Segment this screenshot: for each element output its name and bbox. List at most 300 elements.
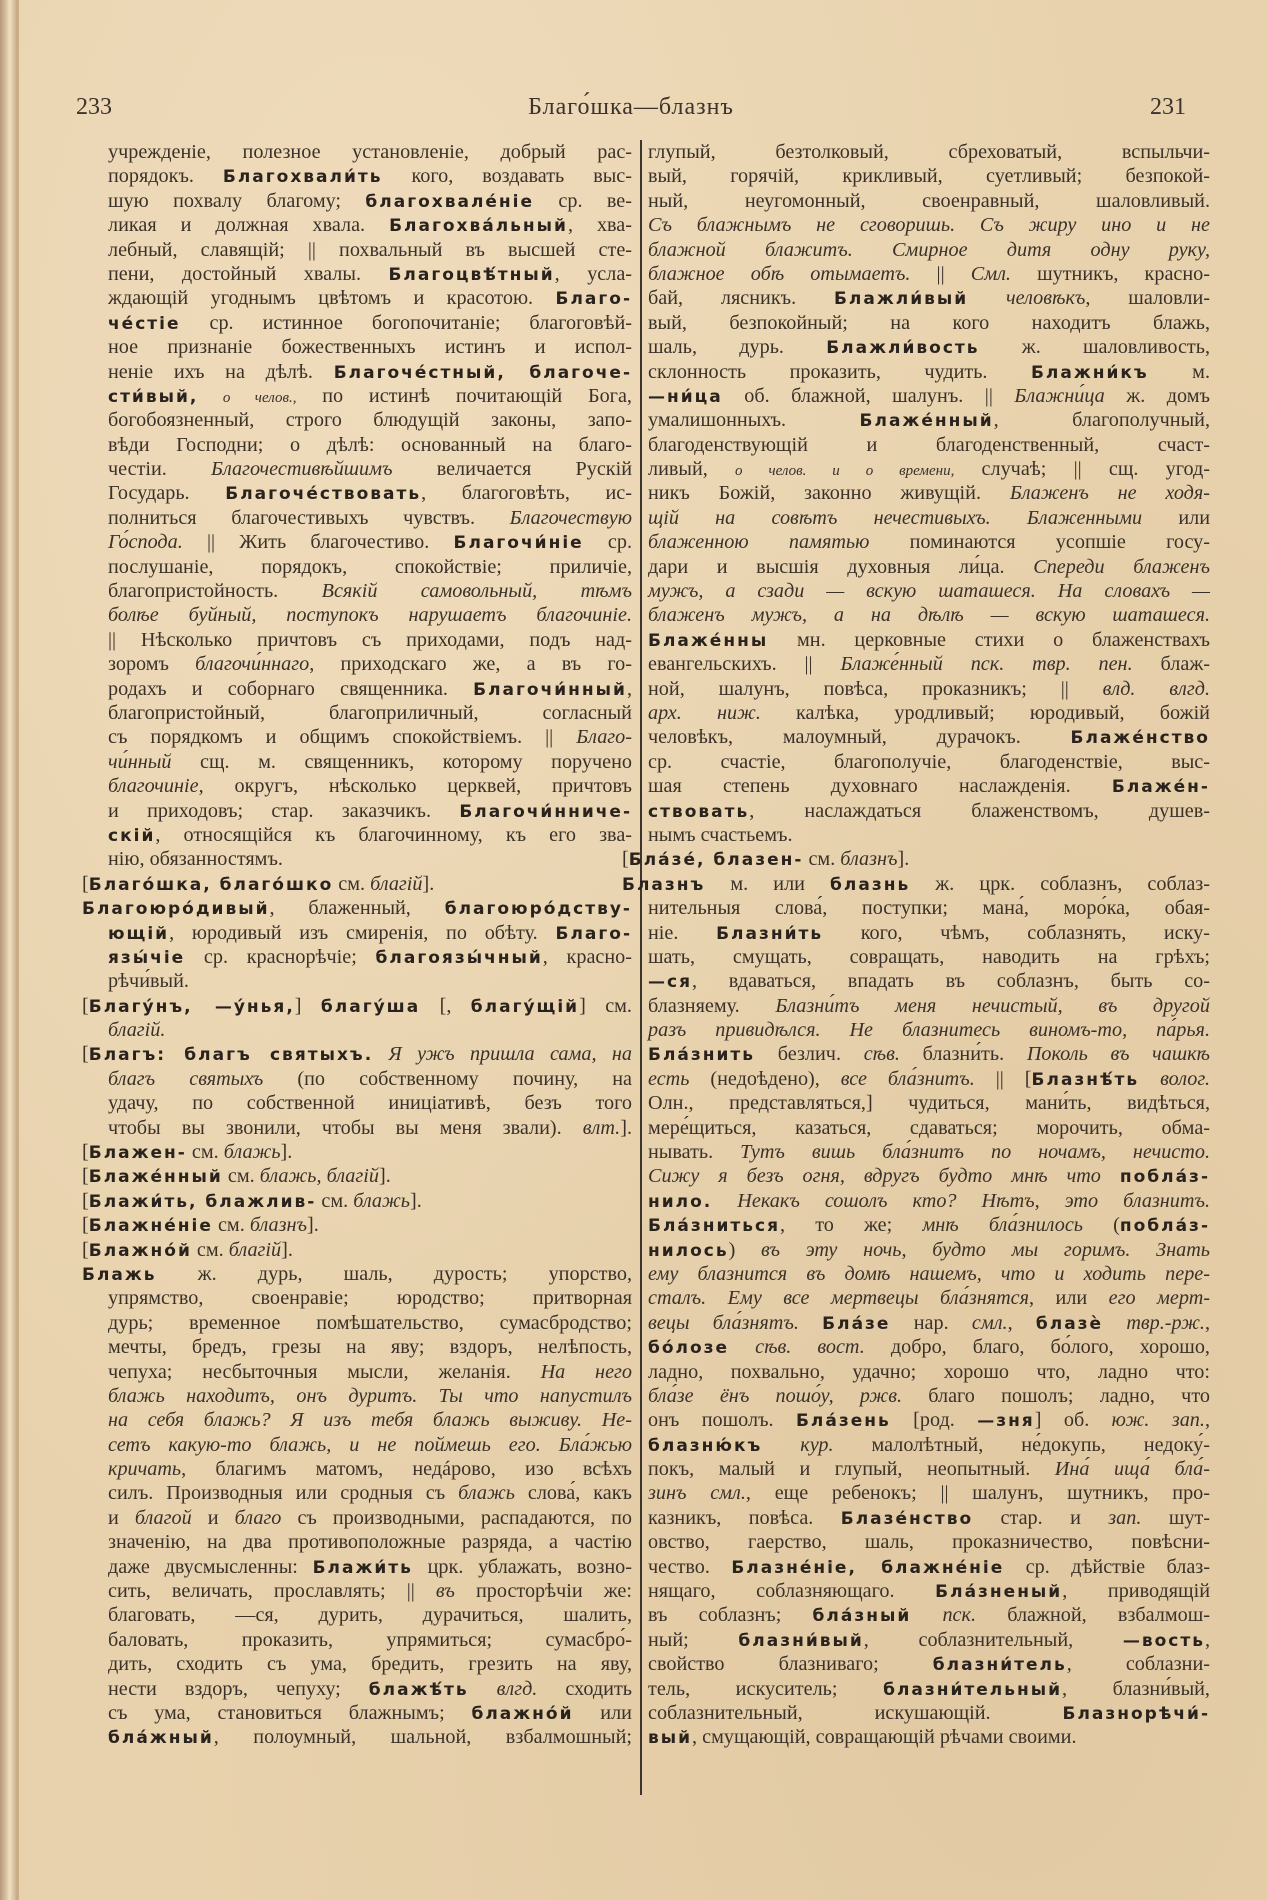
italic-example: благъ святыхъ xyxy=(108,1067,264,1090)
headword: Блазе́нство xyxy=(840,1508,974,1529)
headword: Благу́нъ, —у́нья, xyxy=(88,996,295,1017)
headword: блажѣ́ть xyxy=(368,1679,469,1700)
headword: блазни́тель xyxy=(932,1655,1067,1676)
text-line xyxy=(648,1603,1210,1627)
definition-text: шутникъ, красно- xyxy=(1010,262,1210,285)
headword: Благочи́ніе xyxy=(453,533,584,554)
italic-example: вецы бла́знятъ. xyxy=(648,1311,799,1334)
text-line xyxy=(108,530,632,554)
running-header xyxy=(76,94,1186,124)
italic-example: блажь xyxy=(458,1482,515,1505)
text-line xyxy=(648,750,1210,774)
text-line xyxy=(648,1408,1210,1432)
headword: —ни́ца xyxy=(648,386,723,407)
headword: —зня xyxy=(977,1411,1035,1432)
text-line xyxy=(648,335,1210,359)
definition-text: , красно- xyxy=(542,945,632,968)
definition-text: дари и высшія духовныя ли́ца. xyxy=(648,555,1034,578)
definition-text: ]. xyxy=(620,1116,632,1139)
definition-text: дурь; временное помѣшательство, сумасбродство; xyxy=(108,1311,632,1334)
headword: Блажен- xyxy=(88,1143,187,1164)
italic-example: мужъ, а сзади — вскую шаташеся. На словахъ — xyxy=(648,580,1210,603)
italic-example: ему блазнится въ домѣ нашемъ, что и ходить пере- xyxy=(648,1262,1210,1285)
definition-text: [род. xyxy=(890,1409,978,1432)
headword: бо́лозе xyxy=(648,1338,730,1359)
definition-text: чество. xyxy=(648,1555,732,1578)
italic-example: влгд. xyxy=(468,1677,538,1700)
text-line xyxy=(648,1652,1210,1676)
definition-text: добро, благо, бо́лого, хорошо, xyxy=(864,1336,1210,1359)
text-line xyxy=(108,652,632,676)
text-line xyxy=(648,1457,1210,1481)
definition-text: || [ xyxy=(974,1067,1032,1090)
text-line xyxy=(648,1067,1210,1091)
headword: —вость xyxy=(1122,1630,1205,1651)
definition-text: , хва- xyxy=(567,214,632,237)
text-line xyxy=(648,213,1210,237)
headword: че́стіе xyxy=(108,313,181,334)
headword: Бла́зень xyxy=(795,1411,891,1432)
text-line xyxy=(82,872,632,896)
headword: блазѐ xyxy=(1035,1313,1104,1334)
headword: Бла́зе xyxy=(822,1313,891,1334)
text-line xyxy=(648,1140,1210,1164)
definition-text: см. xyxy=(316,1189,354,1212)
text-line xyxy=(108,164,632,188)
text-line xyxy=(82,1213,632,1237)
italic-example: въ xyxy=(435,1580,455,1603)
running-title: Благо́шка—блазнъ xyxy=(528,94,734,120)
definition-text: нымъ счастьемъ. xyxy=(648,823,793,846)
headword: Блажни́къ xyxy=(1030,362,1149,383)
text-line xyxy=(108,1286,632,1310)
headword: Бла́зненый xyxy=(935,1582,1063,1603)
text-line xyxy=(108,921,632,945)
definition-text: силъ. Производныя или сродныя съ xyxy=(108,1482,459,1505)
definition-text: казникъ, повѣса. xyxy=(648,1506,841,1529)
text-line xyxy=(648,360,1210,384)
definition-text: мере́щиться, казаться, сдаваться; морочить, обма- xyxy=(648,1116,1210,1139)
text-line xyxy=(108,969,632,993)
text-line xyxy=(648,481,1210,505)
text-line xyxy=(648,725,1210,749)
definition-text: лебный, славящій; || похвальный въ высшей сте- xyxy=(108,238,632,261)
text-line xyxy=(648,433,1210,457)
definition-text: дить, сходить съ ума, бредить, грезить на яву, xyxy=(108,1653,632,1676)
definition-text: ]. xyxy=(280,1141,293,1164)
text-line xyxy=(108,1457,632,1481)
definition-text: просторѣчіи же: xyxy=(454,1580,632,1603)
definition-text: евангельскихъ. || xyxy=(648,653,841,676)
headword: Бла́зниться xyxy=(648,1216,781,1237)
italic-example: его мерт- xyxy=(1108,1287,1211,1310)
headword: Блаже́нство xyxy=(1070,728,1210,749)
italic-example: сѣв. вост. xyxy=(729,1336,865,1359)
text-line xyxy=(108,506,632,530)
text-line xyxy=(648,506,1210,530)
text-line xyxy=(108,555,632,579)
italic-example: на себя блажь? Я изъ тебя блажь выживу. Не- xyxy=(108,1409,632,1432)
text-line xyxy=(648,1360,1210,1384)
definition-text: об. блажной, шалунъ. || xyxy=(722,384,1015,407)
definition-text: ]. xyxy=(281,1238,293,1261)
text-line xyxy=(108,335,632,359)
text-line xyxy=(648,677,1210,701)
definition-text: , юродивый изъ смиренія, по обѣту. xyxy=(169,921,556,944)
definition-text: свойство блазниваго; xyxy=(648,1653,933,1676)
text-line xyxy=(108,1603,632,1627)
definition-text: кого, чѣмъ, соблазнять, иску- xyxy=(823,921,1210,944)
italic-example: кур. xyxy=(762,1433,834,1456)
text-line xyxy=(648,1335,1210,1359)
headword: Благоче́стный, благоче- xyxy=(333,362,632,383)
definition-text: [ xyxy=(82,1189,89,1212)
italic-example: Благочествую xyxy=(509,506,632,529)
italic-example: Ина́ ища́ бла́- xyxy=(1054,1458,1210,1481)
italic-example: сталъ. Ему все мертвецы бла́знятся xyxy=(648,1287,1030,1310)
text-line xyxy=(108,311,632,335)
text-line xyxy=(648,603,1210,627)
definition-text: покъ, малый и глупый, неопытный. xyxy=(648,1458,1055,1481)
definition-text: ж. шаловливость, xyxy=(979,336,1210,359)
text-line xyxy=(648,408,1210,432)
definition-text: онъ пошолъ. xyxy=(648,1409,796,1432)
italic-example: блажь находитъ, онъ дуритъ. Ты что напустилъ xyxy=(108,1384,632,1407)
text-line xyxy=(648,969,1210,993)
definition-text: благопристойность. xyxy=(108,580,322,603)
headword: бла́жный xyxy=(108,1728,214,1749)
definition-text: нящаго, соблазняющаго. xyxy=(648,1580,936,1603)
italic-example: блажной блажитъ. Смирное дитя одну руку, xyxy=(648,238,1210,261)
text-line xyxy=(622,872,1210,896)
definition-text: нар. xyxy=(890,1311,972,1334)
definition-text: тель, искуситель; xyxy=(648,1677,884,1700)
headword: Бла́зе́, блазен- xyxy=(628,850,804,871)
definition-text: || Жить благочестиво. xyxy=(182,531,454,554)
headword: побла́з- xyxy=(1119,1216,1210,1237)
headword: Блажь xyxy=(82,1264,157,1285)
definition-text: Олн., представляться,] чудиться, мани́ть, видѣться, xyxy=(648,1092,1210,1115)
definition-text: , приходскаго же, а въ го- xyxy=(309,653,633,676)
definition-text: ] см. xyxy=(579,994,632,1017)
text-line xyxy=(108,1555,632,1579)
definition-text: блазняему. xyxy=(648,994,776,1017)
definition-text: и xyxy=(191,1506,235,1529)
headword: благохвале́ніе xyxy=(365,191,535,212)
definition-text: калѣка, уродливый; юродивый, божій xyxy=(760,701,1210,724)
headword: Бла́знить xyxy=(648,1045,756,1066)
headword: благоюро́дству- xyxy=(444,899,632,920)
definition-text: никъ Божій, законно живущій. xyxy=(648,482,1010,505)
definition-text: въ соблазнъ; xyxy=(648,1604,813,1627)
definition-text: [ xyxy=(82,1141,89,1164)
headword: нилось xyxy=(648,1240,729,1261)
headword: Блажи́ть xyxy=(312,1557,413,1578)
definition-text: , благимъ матомъ, недáрово, изо всѣхъ xyxy=(181,1458,632,1481)
definition-text: ный; xyxy=(648,1628,739,1651)
definition-text: ж. црк. соблазнъ, соблаз- xyxy=(910,872,1210,895)
text-line xyxy=(648,1213,1210,1237)
headword: ствовать xyxy=(648,801,750,822)
text-line xyxy=(648,555,1210,579)
headword: скій xyxy=(108,825,156,846)
definition-text: ніе. xyxy=(648,921,717,944)
definition-text: ливый, xyxy=(648,458,736,481)
definition-text: , благополучный, xyxy=(993,409,1210,432)
headword: Блазни́ть xyxy=(716,923,824,944)
text-line xyxy=(648,1725,1210,1749)
definition-text: богобоязненный, строго блюдущій законы, запо- xyxy=(108,409,632,432)
text-line xyxy=(648,164,1210,188)
definition-text: съ ума, становиться блажнымъ; xyxy=(108,1702,472,1724)
definition-text: [ xyxy=(82,994,89,1017)
left-text-column xyxy=(82,140,633,1750)
text-line xyxy=(108,579,632,603)
definition-text: и xyxy=(108,1506,135,1529)
italic-example: влт. xyxy=(582,1116,621,1139)
headword: Блажли́вый xyxy=(833,289,969,310)
text-line xyxy=(108,384,632,408)
italic-example: чи́нный xyxy=(108,750,172,773)
italic-example: На него xyxy=(540,1360,632,1383)
definition-text: полниться благочестивыхъ чувствъ. xyxy=(108,506,510,529)
definition-text: еще ребенокъ; || шалунъ, шутникъ, про- xyxy=(750,1482,1210,1505)
definition-text: стар. и xyxy=(973,1506,1109,1529)
headword: Блазнорѣчи́- xyxy=(1062,1704,1210,1724)
definition-text: , полоумный, шальной, взбалмошный; xyxy=(213,1726,632,1749)
definition-text: [ xyxy=(82,872,89,895)
italic-example: арх. ниж. xyxy=(648,701,761,724)
definition-text: [ xyxy=(82,1043,89,1066)
definition-text: вѣди Господни; о дѣлѣ: основанный на благо- xyxy=(108,433,632,456)
definition-text: шут- xyxy=(1141,1506,1211,1529)
text-line xyxy=(648,311,1210,335)
definition-text: (недоѣдено), xyxy=(689,1067,841,1090)
definition-text: малолѣтный, не́докупь, недоку́- xyxy=(833,1433,1210,1456)
headword: Блажно́й xyxy=(88,1240,192,1261)
italic-example: пск. xyxy=(911,1604,976,1627)
headword: блазни́вый xyxy=(738,1630,864,1651)
text-line xyxy=(108,213,632,237)
definition-text: ср. истинное богопочитаніе; благоговѣй- xyxy=(180,311,632,334)
italic-example: мнѣ бла́знилось xyxy=(922,1214,1083,1237)
headword: блазню́къ xyxy=(648,1435,763,1456)
definition-text: [ xyxy=(622,848,629,871)
headword: Благоюро́дивый xyxy=(82,899,270,920)
headword: Блаже́нный xyxy=(859,411,994,432)
definition-text: , то же; xyxy=(780,1214,923,1237)
italic-example: кричать xyxy=(108,1458,182,1481)
italic-example: блажное обѣ отымаетъ. xyxy=(648,262,911,285)
definition-text: ]. xyxy=(306,1214,319,1237)
text-line xyxy=(648,1311,1210,1335)
text-line xyxy=(648,921,1210,945)
text-line xyxy=(82,1042,632,1066)
definition-text: , наслаждаться блаженствомъ, душев- xyxy=(749,799,1210,822)
headword: блазни́тельный xyxy=(883,1679,1063,1700)
definition-text: шать, смущать, совращать, наводить на грѣхъ; xyxy=(648,945,1210,968)
text-line xyxy=(108,1067,632,1091)
definition-text: шую похвалу благому; xyxy=(108,189,366,212)
headword: нило. xyxy=(648,1191,713,1212)
definition-text: Государь. xyxy=(108,482,226,505)
text-line xyxy=(108,799,632,823)
italic-example: Сижу я безъ огня, вдругъ будто мнѣ что xyxy=(648,1165,1120,1188)
text-line xyxy=(108,457,632,481)
definition-text: вый, безпокойный; на кого находитъ блажь, xyxy=(648,311,1210,334)
definition-text: ный, неугомонный, своенравный, шаловливый. xyxy=(648,189,1210,212)
headword: Блаже́н- xyxy=(1111,777,1210,798)
italic-example: благій. xyxy=(108,1019,166,1042)
definition-text: , шаловли- xyxy=(1085,287,1210,310)
text-line xyxy=(648,530,1210,554)
definition-text: по истинѣ почитающій Бога, xyxy=(296,384,632,407)
italic-example: человѣкъ xyxy=(968,287,1086,310)
definition-text: съ производными, распадаются, по xyxy=(281,1506,632,1529)
text-line xyxy=(108,481,632,505)
italic-example: блазнъ xyxy=(249,1214,307,1237)
italic-example: Всякій самовольный, тѣмъ xyxy=(321,580,632,603)
right-page-number: 231 xyxy=(1150,94,1186,120)
definition-text: , xyxy=(626,677,632,700)
definition-text: ное признаніе божественныхъ истинъ и испол- xyxy=(108,336,632,359)
italic-example: Блажни́ца xyxy=(1014,384,1105,407)
definition-text: , усла- xyxy=(554,262,632,285)
definition-text: овство, гаерство, шаль, проказничество, повѣсни- xyxy=(648,1531,1210,1554)
headword: Благохва́льный xyxy=(389,216,568,237)
text-line xyxy=(648,1555,1210,1579)
text-line xyxy=(82,1262,632,1286)
definition-text: ср. счастіе, благополучіе, благоденствіе, выс- xyxy=(648,750,1210,773)
definition-text: , приводящій xyxy=(1062,1580,1211,1603)
italic-example: разъ привидѣлся. Не блазнитесь виномъ-то, па́рья. xyxy=(648,1019,1210,1042)
definition-text: блазни́ть. xyxy=(899,1043,1027,1066)
text-line xyxy=(108,1091,632,1115)
definition-text: благоденствующій и благоденственный, счаст- xyxy=(648,433,1210,456)
definition-text: ]. xyxy=(378,1165,391,1188)
text-line xyxy=(108,701,632,725)
text-line xyxy=(648,457,1210,481)
definition-text: послушаніе, порядокъ, спокойствіе; приличіе, xyxy=(108,555,632,578)
definition-text: , благоговѣть, ис- xyxy=(421,482,632,505)
page-gutter-shadow xyxy=(16,0,19,1900)
definition-text: родахъ и соборнаго священника. xyxy=(108,677,474,700)
text-line xyxy=(648,774,1210,798)
definition-text: бай, лясникъ. xyxy=(648,287,834,310)
headword: блазнь xyxy=(830,874,911,895)
text-line xyxy=(648,286,1210,310)
text-line xyxy=(108,1652,632,1676)
text-line xyxy=(108,408,632,432)
definition-text: упрямство, своенравіе; юродство; притворная xyxy=(108,1287,632,1310)
definition-text: ( xyxy=(1082,1214,1120,1237)
headword: Благохвали́ть xyxy=(222,167,383,188)
text-line xyxy=(108,823,632,847)
right-text-column xyxy=(622,140,1211,1750)
definition-text: человѣкъ, малоумный, дурачокъ. xyxy=(648,726,1071,749)
text-line xyxy=(622,847,1210,871)
italic-example: блаженною памятью xyxy=(648,531,870,554)
italic-example: зинъ смл., xyxy=(648,1482,751,1505)
text-line xyxy=(82,1164,632,1188)
italic-example: благій xyxy=(228,1238,282,1261)
definition-text: зоромъ xyxy=(108,653,196,676)
definition-text: [ xyxy=(82,1214,89,1237)
text-line xyxy=(648,1628,1210,1652)
definition-text: пени, достойный хвалы. xyxy=(108,262,389,285)
definition-text: см. xyxy=(212,1214,250,1237)
definition-text: рѣчи́вый. xyxy=(108,970,189,993)
text-line xyxy=(108,140,632,164)
definition-text: сить, величать, прославлять; || xyxy=(108,1580,436,1603)
text-line xyxy=(108,1701,632,1725)
text-line xyxy=(82,1238,632,1262)
headword: благу́ша xyxy=(320,996,421,1017)
headword: побла́з- xyxy=(1119,1167,1210,1188)
italic-example: благо xyxy=(234,1506,282,1529)
definition-text: ж. домъ xyxy=(1104,384,1210,407)
text-line xyxy=(108,603,632,627)
italic-example: Го́спода. xyxy=(108,531,183,554)
definition-text: || xyxy=(910,262,971,285)
text-line xyxy=(648,140,1210,164)
headword: язы́чіе xyxy=(108,947,186,968)
column-divider xyxy=(640,140,642,1795)
headword: Благоче́ствовать xyxy=(225,484,422,505)
italic-example: благой xyxy=(134,1506,192,1529)
text-line xyxy=(82,994,632,1018)
definition-text: или xyxy=(573,1702,632,1724)
headword: бла́зный xyxy=(812,1606,912,1627)
definition-text: ] xyxy=(294,994,321,1017)
definition-text: ж. дурь, шаль, дурость; упорство, xyxy=(156,1262,632,1285)
definition-text: и приходовъ; стар. заказчикъ. xyxy=(108,799,460,822)
definition-text: , относящійся къ благочинному, къ его зва- xyxy=(155,823,632,846)
definition-text: , xyxy=(1204,1409,1210,1432)
text-line xyxy=(108,1116,632,1140)
definition-text: случаѣ; || сщ. угод- xyxy=(954,458,1210,481)
text-line xyxy=(108,628,632,652)
text-line xyxy=(108,1677,632,1701)
definition-text: , xyxy=(1204,1628,1211,1651)
headword: Блажне́ніе xyxy=(88,1216,213,1237)
definition-text: [ xyxy=(82,1238,89,1261)
headword: ющій xyxy=(108,923,170,944)
text-line xyxy=(108,1311,632,1335)
italic-example: смл. xyxy=(971,1311,1008,1334)
text-line xyxy=(108,360,632,384)
italic-example: блажь xyxy=(353,1189,410,1212)
definition-text: значенію, на два противоположные разряда, а частію xyxy=(108,1531,632,1554)
text-line xyxy=(108,1506,632,1530)
text-line xyxy=(648,1116,1210,1140)
text-line xyxy=(648,823,1210,847)
italic-example: блажь xyxy=(223,1141,281,1164)
text-line xyxy=(648,1433,1210,1457)
headword: благу́щій xyxy=(470,996,580,1017)
definition-text: слова́, какъ xyxy=(514,1482,632,1505)
text-line xyxy=(648,1384,1210,1408)
definition-text: учрежденіе, полезное установленіе, добрый рас- xyxy=(108,141,632,163)
italic-example: сѣв. xyxy=(863,1043,900,1066)
definition-text: ладно, похвально, удачно; хорошо что, ладно что: xyxy=(648,1360,1210,1383)
text-line xyxy=(648,945,1210,969)
text-line xyxy=(648,1262,1210,1286)
definition-text: нительныя слова́, поступки; мана́, моро́ка, обая- xyxy=(648,897,1210,920)
definition-text: сщ. м. священникъ, которому поручено xyxy=(171,750,632,773)
text-line xyxy=(648,1506,1210,1530)
italic-example: Спереди блаженъ xyxy=(1033,555,1210,578)
